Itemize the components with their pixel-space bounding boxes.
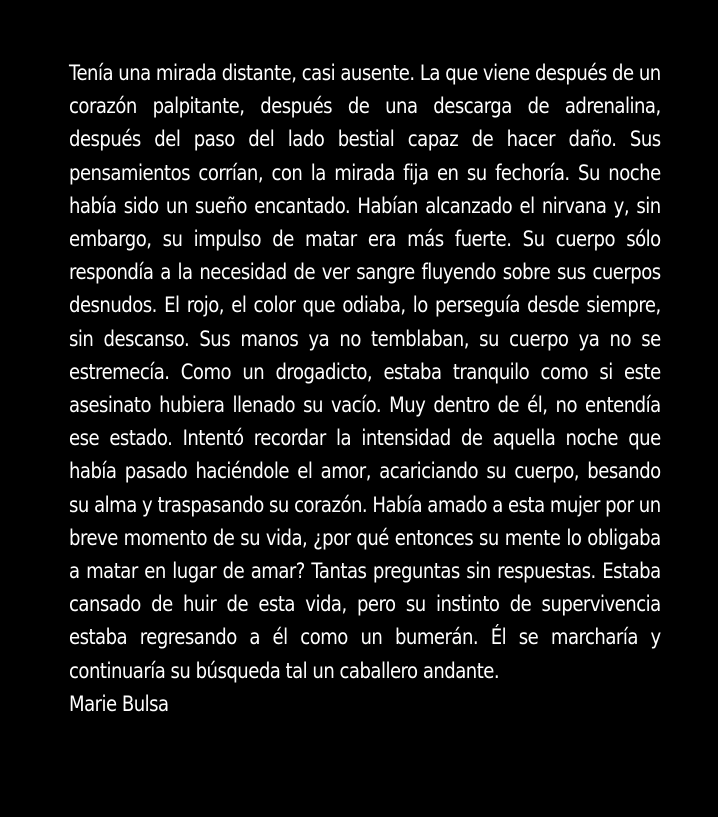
body-paragraph: Tenía una mirada distante, casi ausente. La que viene después de un corazón palpitante, después de una descarga de adrenalina, después del paso del lado bestial capaz de hacer daño. Sus pensamientos corrían, con la mirada fija en su fechoría. Su noche había sido un sueño encantado. Habían alcanzado el nirvana y, sin embargo, su impulso de matar era más fuerte. Su cuerpo sólo respondía a la necesidad de ver sangre fluyendo sobre sus cuerpos desnudos. El rojo, el color que odiaba, lo perseguía desde siempre, sin descanso. Sus manos ya no temblaban, su cuerpo ya no se estremecía. Como un drogadicto, estaba tranquilo como si este asesinato hubiera llenado su vacío. Muy dentro de él, no entendía ese estado. Intentó recordar la intensidad de aquella noche que había pasado haciéndole el amor, acariciando su cuerpo, besando su alma y traspasando su corazón. Había amado a esta mujer por un breve momento de su vida, ¿por qué entonces su mente lo obligaba a matar en lugar de amar? Tantas preguntas sin respuestas. Estaba cansado de huir de esta vida, pero su instinto de supervivencia estaba regresando a él como un bumerán. Él se marcharía y continuaría su búsqueda tal un caballero andante. [69,61,661,683]
text-block [69,57,661,721]
author-signature: Marie Bulsa [69,691,169,716]
